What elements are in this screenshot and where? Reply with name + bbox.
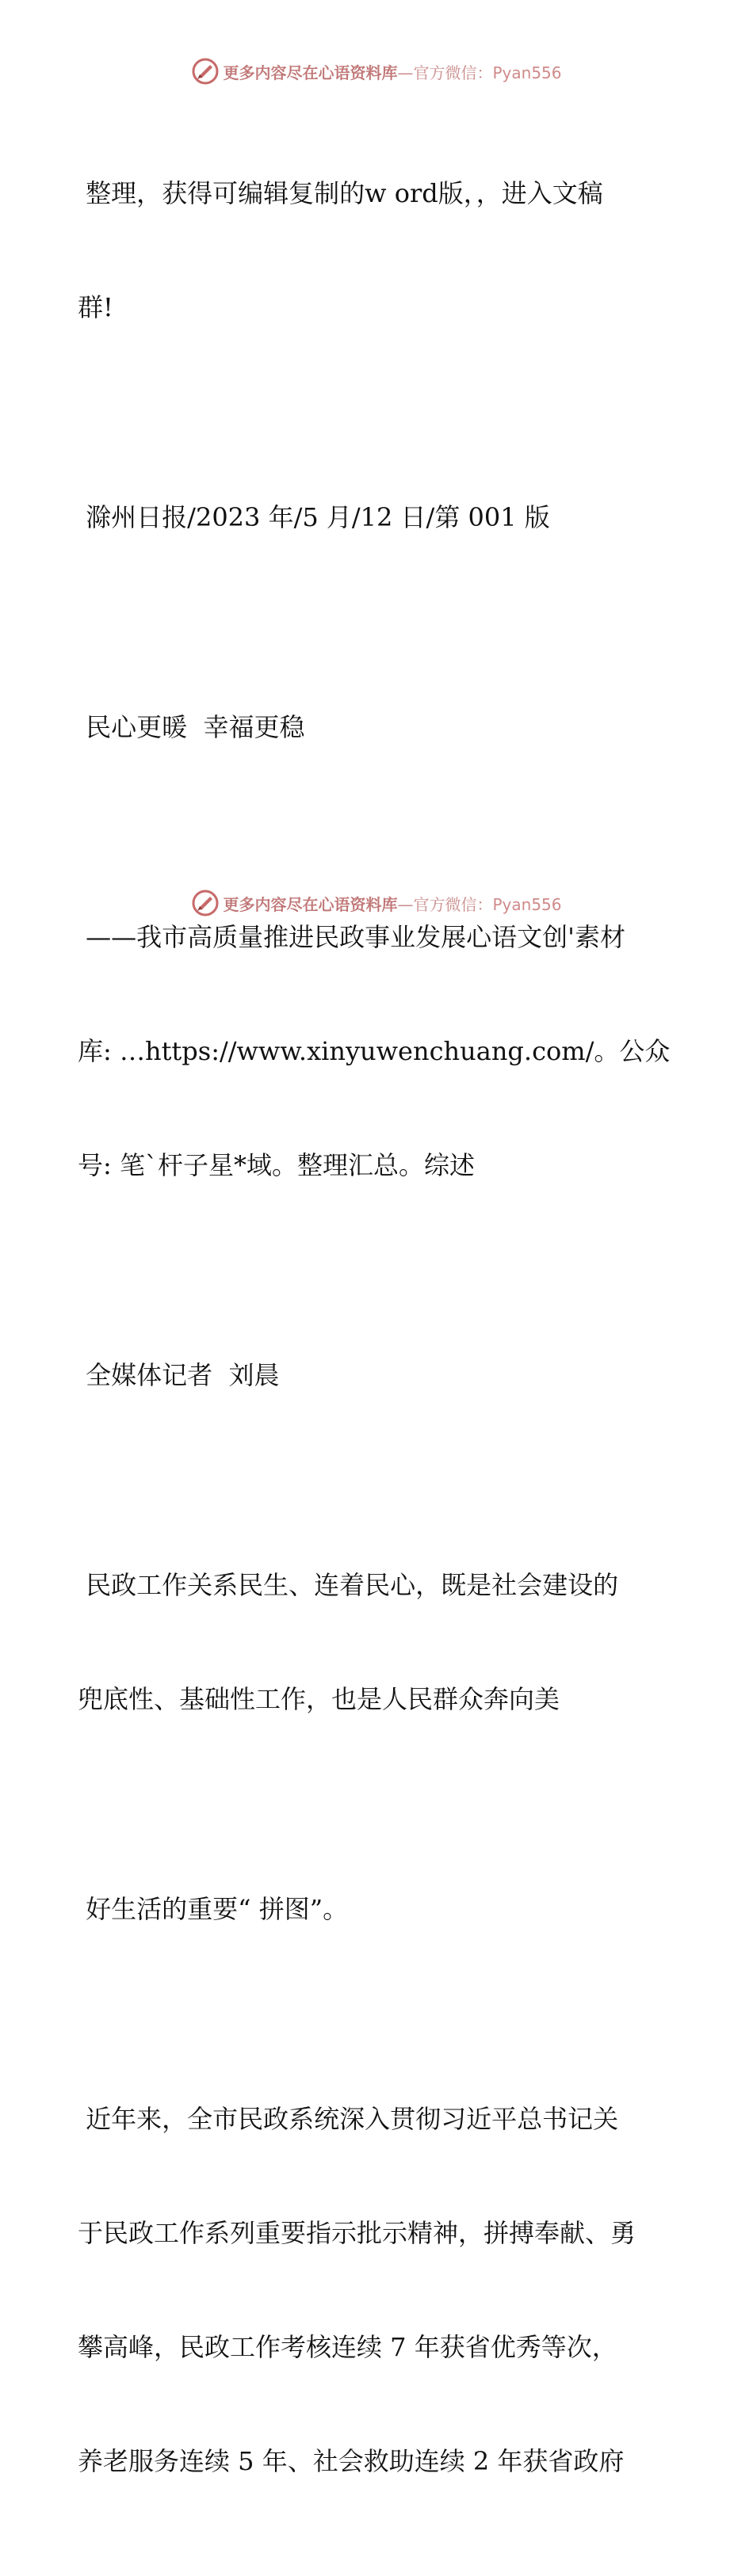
text-line: 民心更暖 幸福更稳 [78, 712, 305, 742]
footer-watermark [0, 887, 753, 919]
watermark-id: Pyan556 [492, 894, 562, 914]
paragraph-7 [78, 1814, 680, 2004]
header-watermark [0, 55, 753, 87]
text-line: 攀高峰，民政工作考核连续 7 年获省优秀等次， [78, 2332, 617, 2362]
text-line: 全媒体记者 刘晨 [78, 1360, 280, 1390]
text-line: 兜底性、基础性工作，也是人民群众奔向美 [78, 1684, 560, 1714]
watermark-sep: —官方微信： [397, 63, 493, 82]
watermark-main: 更多内容尽在心语资料库 [223, 63, 398, 82]
document-body [78, 98, 680, 2576]
text-line: ——我市高质量推进民政事业发展心语文创'素材 [78, 922, 625, 952]
text-line: 库: …https://www.xinyuwenchuang.com/。公众 [78, 1036, 671, 1066]
text-line: 整理，获得可编辑复制的w ord版，，进入文稿 [78, 178, 603, 208]
paragraph-5 [78, 1280, 680, 1470]
paragraph-8 [78, 2024, 680, 2556]
watermark-main: 更多内容尽在心语资料库 [223, 894, 398, 914]
text-line: 群! [78, 292, 113, 322]
watermark-text [223, 892, 561, 915]
logo-icon [191, 889, 220, 917]
text-line: 于民政工作系列重要指示批示精神，拼搏奉献、勇 [78, 2218, 636, 2248]
text-line: 滁州日报/2023 年/5 月/12 日/第 001 版 [78, 502, 550, 532]
text-line: 近年来，全市民政系统深入贯彻习近平总书记关 [78, 2104, 619, 2134]
text-line: 民政工作关系民生、连着民心，既是社会建设的 [78, 1570, 619, 1600]
watermark-text [223, 60, 561, 83]
watermark-id: Pyan556 [492, 63, 562, 82]
paragraph-6 [78, 1490, 680, 1794]
paragraph-3 [78, 632, 680, 822]
text-line: 养老服务连续 5 年、社会救助连续 2 年获省政府 [78, 2446, 625, 2476]
logo-icon [191, 57, 220, 86]
text-line: 好生活的重要“ 拼图”。 [78, 1894, 349, 1924]
paragraph-2 [78, 422, 680, 612]
text-line: 号: 笔`杆子星*域。整理汇总。综述 [78, 1150, 475, 1180]
paragraph-1 [78, 98, 680, 402]
watermark-sep: —官方微信： [397, 894, 493, 914]
